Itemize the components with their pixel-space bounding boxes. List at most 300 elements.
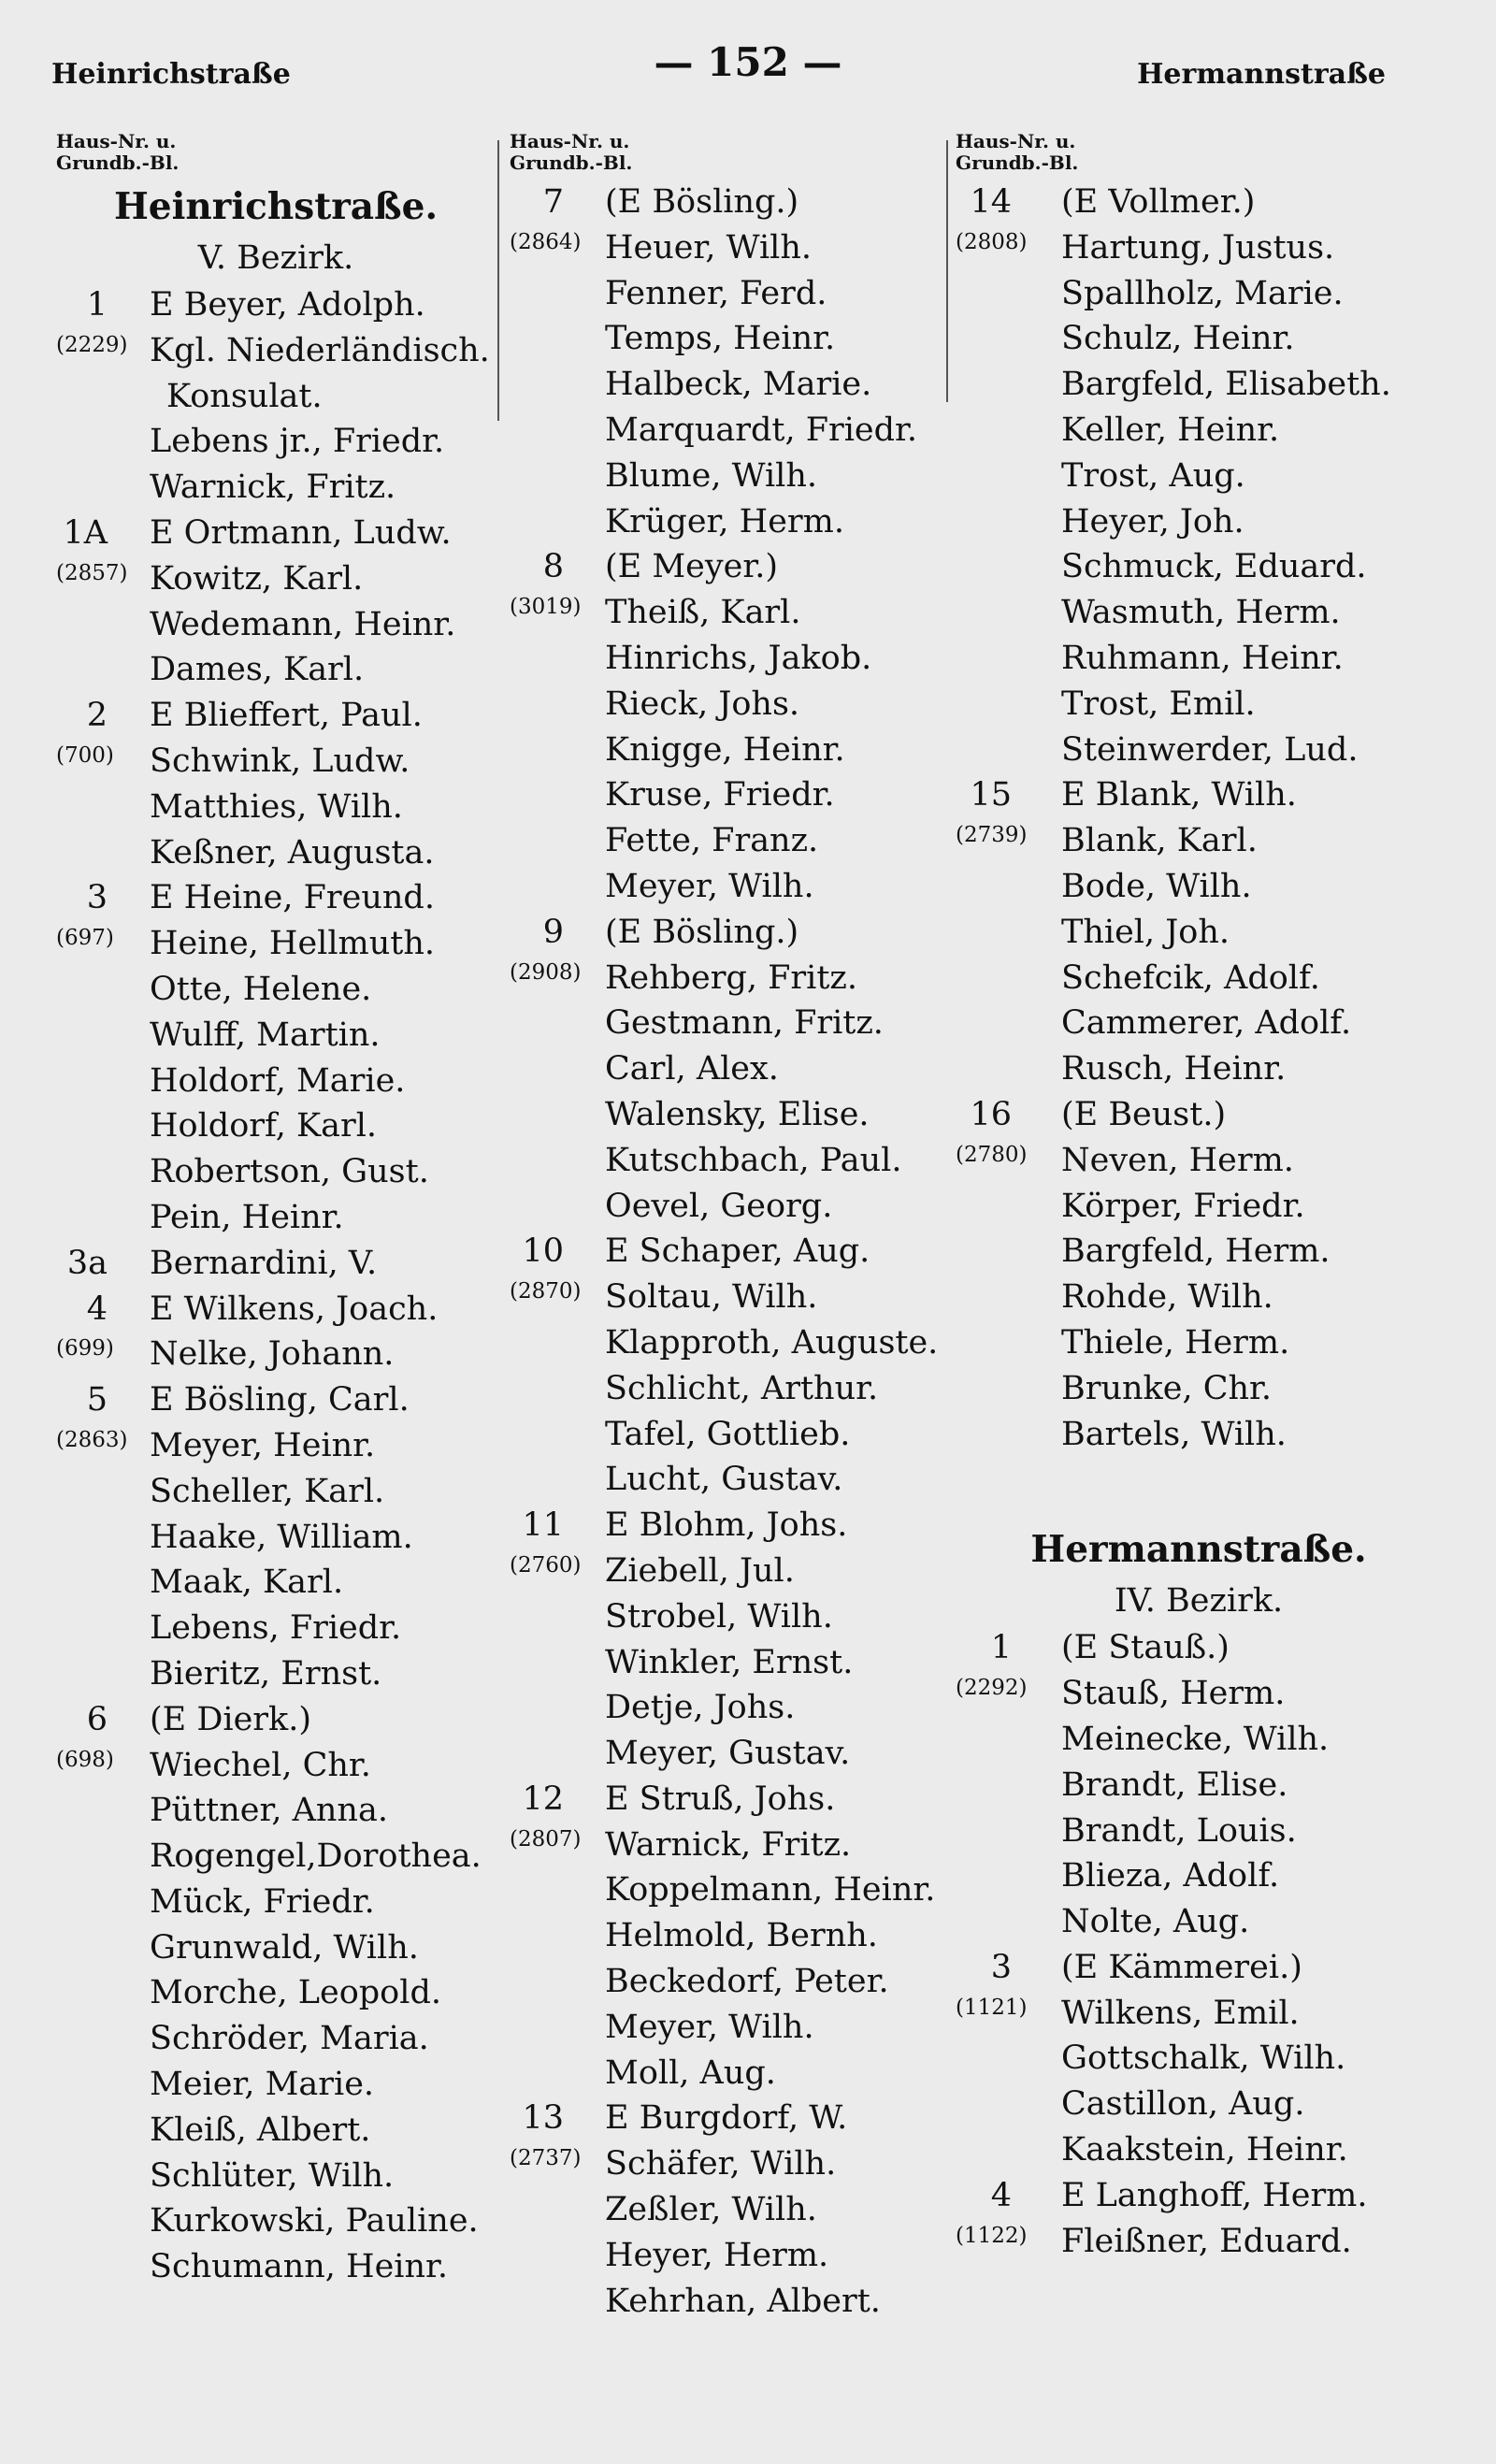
resident-name: Schumann, Heinr. [150, 2248, 449, 2286]
resident-name: Blank, Karl. [1061, 822, 1258, 860]
resident-name: Bernardini, V. [150, 1244, 378, 1282]
column-header [56, 131, 496, 174]
resident-name: Hinrichs, Jakob. [605, 639, 872, 677]
column-middle [510, 131, 944, 2324]
resident-name: (E Dierk.) [150, 1700, 312, 1738]
resident-name: Schulz, Heinr. [1061, 320, 1295, 358]
directory-entry [956, 1763, 1442, 1808]
directory-entry [56, 2016, 496, 2062]
directory-entry [510, 271, 944, 317]
street-heading: Hermannstraße. [1030, 1528, 1367, 1572]
land-register-number: (1122) [956, 2223, 1028, 2248]
directory-entry [56, 1788, 496, 1834]
column-header [510, 131, 944, 174]
land-register-number: (2780) [956, 1142, 1028, 1167]
land-register-number: (2864) [510, 229, 582, 254]
directory-entry [956, 818, 1442, 864]
resident-name: Klapproth, Auguste. [605, 1323, 939, 1362]
resident-name: Warnick, Fritz. [605, 1825, 852, 1864]
resident-name: Grunwald, Wilh. [150, 1928, 419, 1967]
resident-name: Brandt, Elise. [1061, 1765, 1288, 1804]
directory-entry [510, 1275, 944, 1320]
resident-name: Beckedorf, Peter. [605, 1963, 889, 2001]
resident-name: E Beyer, Adolph. [150, 286, 425, 324]
resident-name: Wilkens, Emil. [1061, 1994, 1300, 2032]
directory-entry [956, 2036, 1442, 2082]
resident-name: Matthies, Wilh. [150, 787, 403, 826]
resident-name: Zeßler, Wilh. [605, 2191, 817, 2229]
directory-entry [510, 499, 944, 545]
column-divider [497, 140, 499, 421]
resident-name: Meyer, Wilh. [605, 2008, 814, 2046]
directory-entry [56, 1195, 496, 1241]
resident-name: Keßner, Augusta. [150, 833, 435, 872]
resident-name: Konsulat. [166, 377, 323, 415]
directory-entry [510, 2279, 944, 2325]
directory-entry [510, 956, 944, 1001]
directory-entry [956, 1046, 1442, 1092]
house-number: 1A [63, 513, 108, 552]
resident-name: E Blohm, Johs. [605, 1506, 848, 1545]
directory-entry [510, 2051, 944, 2097]
resident-name: Lebens jr., Friedr. [150, 423, 445, 461]
house-number: 10 [522, 1232, 564, 1271]
directory-entry [510, 1503, 944, 1549]
directory-entry [510, 1366, 944, 1412]
directory-entry [956, 544, 1442, 590]
column-header-line: Haus-Nr. u. [956, 130, 1076, 152]
resident-name: Krüger, Herm. [605, 502, 844, 540]
directory-entry [956, 180, 1442, 225]
resident-name: Meier, Marie. [150, 2066, 375, 2104]
resident-name: (E Kämmerei.) [1061, 1948, 1302, 1986]
resident-name: Neven, Herm. [1061, 1141, 1294, 1179]
directory-entry [510, 454, 944, 499]
directory-entry [56, 328, 496, 374]
resident-name: Rohde, Wilh. [1061, 1278, 1273, 1317]
resident-name: Heine, Hellmuth. [150, 925, 436, 963]
directory-entry [56, 1560, 496, 1606]
directory-entry [56, 693, 496, 739]
column-divider [946, 140, 948, 402]
directory-entry [510, 2005, 944, 2051]
land-register-number: (2807) [510, 1826, 582, 1852]
resident-name: Schefcik, Adolf. [1061, 958, 1320, 997]
house-number: 7 [542, 183, 564, 221]
resident-name: Stauß, Herm. [1061, 1675, 1286, 1713]
resident-name: Castillon, Aug. [1061, 2085, 1305, 2124]
house-number: 11 [522, 1506, 564, 1545]
directory-entry [956, 1275, 1442, 1320]
directory-entry [56, 1469, 496, 1515]
directory-entry [510, 682, 944, 728]
resident-name: Körper, Friedr. [1061, 1187, 1305, 1225]
resident-name: E Heine, Freund. [150, 879, 435, 917]
resident-name: Wasmuth, Herm. [1061, 594, 1341, 632]
directory-entry [56, 2108, 496, 2154]
house-number: 4 [990, 2176, 1012, 2214]
directory-entry [56, 1834, 496, 1880]
directory-entry [956, 1899, 1442, 1945]
resident-name: Kleiß, Albert. [150, 2111, 371, 2149]
resident-name: E Blank, Wilh. [1061, 776, 1297, 814]
resident-name: Kgl. Niederländisch. [150, 331, 490, 369]
resident-name: Holdorf, Karl. [150, 1107, 378, 1146]
directory-entry [956, 864, 1442, 910]
resident-name: Blume, Wilh. [605, 456, 818, 495]
resident-name: E Bösling, Carl. [150, 1381, 410, 1419]
directory-entry [956, 225, 1442, 271]
directory-entry [510, 1320, 944, 1366]
resident-name: Kaakstein, Heinr. [1061, 2131, 1348, 2169]
house-number: 13 [522, 2099, 564, 2138]
resident-name: Temps, Heinr. [605, 320, 836, 358]
directory-entry [956, 2173, 1442, 2219]
land-register-number: (697) [56, 926, 114, 951]
resident-name: (E Beust.) [1061, 1095, 1227, 1133]
resident-name: Nelke, Johann. [150, 1335, 395, 1374]
directory-entry [56, 1013, 496, 1059]
resident-name: Gottschalk, Wilh. [1061, 2039, 1346, 2078]
directory-entry [956, 1808, 1442, 1854]
directory-entry [56, 2244, 496, 2290]
resident-name: Morche, Leopold. [150, 1974, 441, 2012]
resident-name: Kruse, Friedr. [605, 776, 835, 814]
resident-name: Carl, Alex. [605, 1050, 779, 1088]
column-header [956, 131, 1442, 174]
directory-entry [56, 1241, 496, 1287]
resident-name: Meyer, Wilh. [605, 867, 814, 905]
resident-name: Moll, Aug. [605, 2053, 776, 2092]
directory-entry [56, 739, 496, 785]
resident-name: (E Vollmer.) [1061, 183, 1256, 221]
resident-name: (E Bösling.) [605, 913, 799, 951]
column-left [56, 131, 496, 2290]
directory-entry [956, 1138, 1442, 1184]
directory-entry [56, 1606, 496, 1651]
resident-name: Nolte, Aug. [1061, 1903, 1250, 1941]
directory-entry [56, 830, 496, 876]
street-heading: Heinrichstraße. [113, 185, 439, 228]
resident-name: Fenner, Ferd. [605, 274, 827, 312]
directory-entry [56, 1651, 496, 1697]
resident-name: Marquardt, Friedr. [605, 411, 918, 449]
directory-entry [510, 316, 944, 362]
directory-entry [56, 1423, 496, 1469]
resident-name: Schäfer, Wilh. [605, 2145, 837, 2183]
house-number: 15 [970, 776, 1012, 814]
directory-entry [510, 1823, 944, 1868]
land-register-number: (2229) [56, 332, 128, 357]
resident-name: Bieritz, Ernst. [150, 1654, 382, 1693]
resident-name: Schröder, Maria. [150, 2020, 429, 2058]
resident-name: Kehrhan, Albert. [605, 2282, 881, 2320]
resident-name: Knigge, Heinr. [605, 730, 845, 769]
resident-name: E Burgdorf, W. [605, 2099, 848, 2138]
directory-entry [956, 408, 1442, 454]
page-number: — 152 — [654, 39, 842, 85]
house-number: 9 [542, 913, 564, 951]
resident-name: Brandt, Louis. [1061, 1811, 1297, 1850]
directory-entry [56, 1149, 496, 1195]
directory-entry [956, 454, 1442, 499]
house-number: 3 [990, 1948, 1012, 1986]
district-heading: IV. Bezirk. [1114, 1582, 1284, 1621]
directory-entry [956, 772, 1442, 818]
directory-entry [510, 180, 944, 225]
directory-entry [956, 1625, 1442, 1671]
directory-entry [56, 967, 496, 1013]
directory-entry [510, 362, 944, 408]
directory-entry [510, 1640, 944, 1686]
directory-entry [56, 1287, 496, 1333]
house-number: 3 [86, 879, 108, 917]
land-register-number: (2863) [56, 1427, 128, 1452]
directory-entry [56, 1697, 496, 1743]
land-register-number: (2739) [956, 823, 1028, 848]
directory-entry [56, 282, 496, 328]
directory-entry [510, 1549, 944, 1594]
directory-entry [56, 1103, 496, 1149]
directory-entry [56, 1970, 496, 2016]
resident-name: Helmold, Bernh. [605, 1917, 878, 1955]
resident-name: Cammerer, Adolf. [1061, 1004, 1352, 1043]
directory-entry [510, 1229, 944, 1275]
resident-name: Scheller, Karl. [150, 1472, 385, 1510]
resident-name: Robertson, Gust. [150, 1153, 429, 1191]
directory-entry [510, 590, 944, 636]
directory-entry [510, 1138, 944, 1184]
resident-name: Detje, Johs. [605, 1689, 796, 1727]
directory-entry [956, 1671, 1442, 1717]
resident-name: E Schaper, Aug. [605, 1232, 870, 1271]
resident-name: E Ortmann, Ludw. [150, 513, 452, 552]
directory-entry [510, 1731, 944, 1777]
resident-name: Heuer, Wilh. [605, 228, 813, 267]
resident-name: Rieck, Johs. [605, 684, 800, 723]
directory-entry [56, 1332, 496, 1377]
directory-entry [56, 921, 496, 967]
resident-name: Steinwerder, Lud. [1061, 730, 1359, 769]
resident-name: Tafel, Gottlieb. [605, 1415, 851, 1453]
resident-name: Heyer, Herm. [605, 2236, 829, 2274]
directory-entry [56, 875, 496, 921]
house-number: 2 [86, 697, 108, 735]
directory-entry [56, 785, 496, 830]
directory-entry [510, 1457, 944, 1503]
directory-entry [510, 1092, 944, 1138]
land-register-number: (699) [56, 1336, 114, 1362]
section-spacer [956, 1457, 1442, 1522]
resident-name: Schlüter, Wilh. [150, 2156, 395, 2195]
directory-entry [510, 818, 944, 864]
resident-name: Meyer, Heinr. [150, 1426, 376, 1464]
resident-name: Wedemann, Heinr. [150, 605, 456, 643]
resident-name: Koppelmann, Heinr. [605, 1871, 936, 1909]
directory-entry [956, 1320, 1442, 1366]
directory-entry [510, 2096, 944, 2141]
resident-name: Theiß, Karl. [605, 594, 801, 632]
directory-entry [956, 2219, 1442, 2265]
resident-name: Bargfeld, Elisabeth. [1061, 366, 1391, 404]
directory-entry [510, 544, 944, 590]
directory-entry [56, 1515, 496, 1561]
resident-name: Winkler, Ernst. [605, 1643, 854, 1681]
directory-entry [956, 499, 1442, 545]
resident-name: Meyer, Gustav. [605, 1735, 851, 1773]
directory-entry [956, 2127, 1442, 2173]
directory-entry [956, 1945, 1442, 1991]
directory-entry [56, 511, 496, 556]
directory-entry [56, 1377, 496, 1423]
resident-name: Gestmann, Fritz. [605, 1004, 884, 1043]
resident-name: Schwink, Ludw. [150, 742, 410, 780]
directory-entry [956, 1184, 1442, 1230]
resident-name: E Wilkens, Joach. [150, 1290, 439, 1328]
directory-entry [510, 772, 944, 818]
resident-name: Dames, Karl. [150, 651, 365, 689]
directory-entry [956, 590, 1442, 636]
resident-name: Kowitz, Karl. [150, 559, 364, 598]
land-register-number: (2292) [956, 1676, 1028, 1701]
directory-entry [56, 602, 496, 648]
house-number: 12 [522, 1780, 564, 1818]
resident-name: Meinecke, Wilh. [1061, 1720, 1330, 1758]
column-header-line: Grundb.-Bl. [510, 151, 633, 174]
directory-entry [956, 728, 1442, 773]
column-header-line: Grundb.-Bl. [956, 151, 1079, 174]
resident-name: Soltau, Wilh. [605, 1278, 818, 1317]
resident-name: Maak, Karl. [150, 1563, 344, 1602]
directory-entry [956, 1001, 1442, 1046]
directory-entry [956, 910, 1442, 956]
resident-name: (E Bösling.) [605, 183, 799, 221]
resident-name: Holdorf, Marie. [150, 1061, 406, 1100]
resident-name: Blieza, Adolf. [1061, 1857, 1280, 1895]
resident-name: Bargfeld, Herm. [1061, 1232, 1331, 1271]
directory-entry [956, 1853, 1442, 1899]
directory-entry [56, 419, 496, 465]
directory-entry [510, 1777, 944, 1823]
directory-entry [56, 1059, 496, 1104]
resident-name: Haake, William. [150, 1518, 413, 1556]
column-right [956, 131, 1442, 2264]
resident-name: Trost, Emil. [1061, 684, 1256, 723]
directory-entry [510, 2233, 944, 2279]
directory-entry [956, 362, 1442, 408]
resident-name: Warnick, Fritz. [150, 468, 396, 507]
directory-entry [56, 1880, 496, 1925]
house-number: 4 [86, 1290, 108, 1328]
directory-entry [956, 271, 1442, 317]
land-register-number: (2908) [510, 959, 582, 985]
land-register-number: (2760) [510, 1552, 582, 1578]
directory-entry [510, 1913, 944, 1959]
house-number: 16 [970, 1095, 1012, 1133]
resident-name: Rusch, Heinr. [1061, 1050, 1287, 1088]
house-number: 5 [86, 1381, 108, 1419]
running-head-right: Hermannstraße [1137, 58, 1386, 91]
resident-name: Fleißner, Eduard. [1061, 2222, 1352, 2260]
resident-name: Spallholz, Marie. [1061, 274, 1344, 312]
page-header [0, 37, 1496, 103]
directory-entry [510, 225, 944, 271]
resident-name: Keller, Heinr. [1061, 411, 1280, 449]
directory-entry [956, 2082, 1442, 2127]
column-header-line: Grundb.-Bl. [56, 151, 180, 174]
house-number: 14 [970, 183, 1012, 221]
running-head-left: Heinrichstraße [51, 58, 291, 91]
directory-entry [956, 1229, 1442, 1275]
resident-name: Bartels, Wilh. [1061, 1415, 1287, 1453]
resident-name: Lebens, Friedr. [150, 1609, 402, 1648]
land-register-number: (2808) [956, 229, 1028, 254]
resident-name: Oevel, Georg. [605, 1187, 833, 1225]
resident-name: Kurkowski, Pauline. [150, 2202, 479, 2241]
house-number: 3a [66, 1244, 108, 1282]
directory-entry [510, 408, 944, 454]
land-register-number: (2870) [510, 1279, 582, 1304]
directory-entry [56, 374, 496, 420]
land-register-number: (700) [56, 742, 114, 768]
directory-entry [956, 1412, 1442, 1458]
directory-entry [510, 864, 944, 910]
resident-name: E Struß, Johs. [605, 1780, 836, 1818]
land-register-number: (3019) [510, 595, 582, 620]
directory-entry [956, 1092, 1442, 1138]
resident-name: Otte, Helene. [150, 970, 372, 1008]
directory-entry [56, 2154, 496, 2199]
resident-name: Thiele, Herm. [1061, 1323, 1290, 1362]
directory-entry [56, 556, 496, 602]
resident-name: (E Meyer.) [605, 548, 779, 586]
resident-name: Strobel, Wilh. [605, 1597, 833, 1635]
resident-name: Rehberg, Fritz. [605, 958, 857, 997]
resident-name: Heyer, Joh. [1061, 502, 1244, 540]
resident-name: Walensky, Elise. [605, 1095, 870, 1133]
resident-name: Bode, Wilh. [1061, 867, 1252, 905]
land-register-number: (2857) [56, 560, 128, 585]
directory-entry [510, 910, 944, 956]
directory-entry [56, 1743, 496, 1789]
directory-entry [56, 465, 496, 511]
directory-entry [510, 1184, 944, 1230]
house-number: 8 [542, 548, 564, 586]
directory-entry [956, 316, 1442, 362]
resident-name: Püttner, Anna. [150, 1792, 388, 1830]
directory-entry [956, 1991, 1442, 2037]
land-register-number: (698) [56, 1747, 114, 1772]
directory-entry [510, 728, 944, 773]
directory-entry [56, 1925, 496, 1971]
resident-name: Brunke, Chr. [1061, 1369, 1273, 1407]
resident-name: Schmuck, Eduard. [1061, 548, 1367, 586]
resident-name: Kutschbach, Paul. [605, 1141, 902, 1179]
resident-name: Fette, Franz. [605, 822, 819, 860]
directory-entry [510, 1685, 944, 1731]
directory-entry [56, 647, 496, 693]
resident-name: Mück, Friedr. [150, 1882, 375, 1921]
directory-entry [956, 636, 1442, 682]
resident-name: E Blieffert, Paul. [150, 697, 423, 735]
resident-name: Trost, Aug. [1061, 456, 1245, 495]
house-number: 1 [86, 286, 108, 324]
land-register-number: (1121) [956, 1995, 1028, 2020]
house-number: 1 [990, 1629, 1012, 1667]
resident-name: E Langhoff, Herm. [1061, 2176, 1368, 2214]
resident-name: Thiel, Joh. [1061, 913, 1230, 951]
resident-name: Wiechel, Chr. [150, 1746, 371, 1784]
